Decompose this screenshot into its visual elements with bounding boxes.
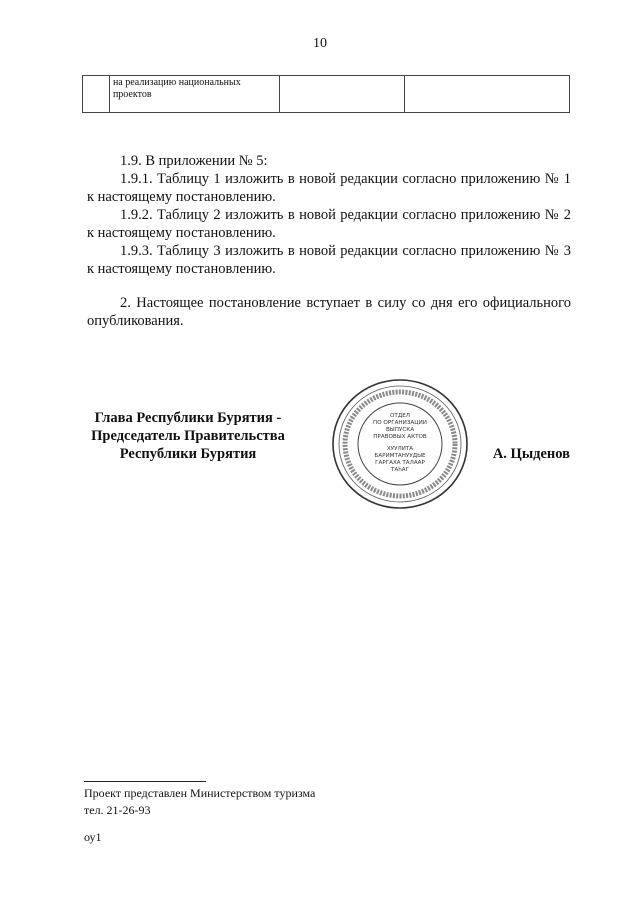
seal-line: ВЫПУСКА [385, 427, 415, 433]
seal-line: БАРИМТАНУУДЫЕ [374, 453, 426, 459]
paragraph-1-9-3: 1.9.3. Таблицу 3 изложить в новой редакции согласно приложению № 3 к настоящему постановлению. [87, 243, 571, 277]
seal-line: ТАһАГ [390, 467, 410, 473]
footnote-divider [84, 781, 206, 782]
table-cell-empty [279, 76, 405, 113]
seal-line: ПО ОРГАНИЗАЦИИ [373, 420, 427, 426]
footnote-initials: оу1 [84, 830, 102, 844]
paragraph-1-9-1: 1.9.1. Таблицу 1 изложить в новой редакции согласно приложению № 1 к настоящему постановлению. [87, 171, 571, 205]
body-text [87, 152, 571, 330]
seal-line: ОТДЕЛ [390, 413, 410, 419]
footnote-line: тел. 21-26-93 [84, 803, 151, 817]
footnote-line: Проект представлен Министерством туризма [84, 786, 316, 800]
seal-line: ГАРГАХА ТАЛААР [375, 460, 425, 466]
official-seal-stamp [330, 376, 470, 512]
page-number: 10 [313, 36, 327, 51]
paragraph-1-9: 1.9. В приложении № 5: [120, 153, 268, 169]
paragraph-2: 2. Настоящее постановление вступает в силу со дня его официального опубликования. [87, 295, 571, 329]
paragraph-1-9-2: 1.9.2. Таблицу 2 изложить в новой редакции согласно приложению № 2 к настоящему постановлению. [87, 207, 571, 241]
signatory-title-line: Председатель Правительства [91, 428, 285, 444]
seal-line: ПРАВОВЫХ АКТОВ [373, 434, 427, 440]
table-cell-empty [83, 76, 110, 113]
signatory-title [82, 409, 294, 463]
table-row [83, 76, 570, 113]
table-cell-empty [405, 76, 570, 113]
signatory-title-line: Глава Республики Бурятия - [94, 410, 282, 426]
signatory-name: А. Цыденов [492, 446, 570, 462]
table-cell-text: на реализацию национальных проектов [109, 76, 279, 113]
signatory-title-line: Республики Бурятия [119, 446, 257, 462]
footnote [84, 785, 315, 846]
seal-line: ХУУЛИТА [386, 446, 414, 452]
table-fragment [82, 75, 570, 113]
